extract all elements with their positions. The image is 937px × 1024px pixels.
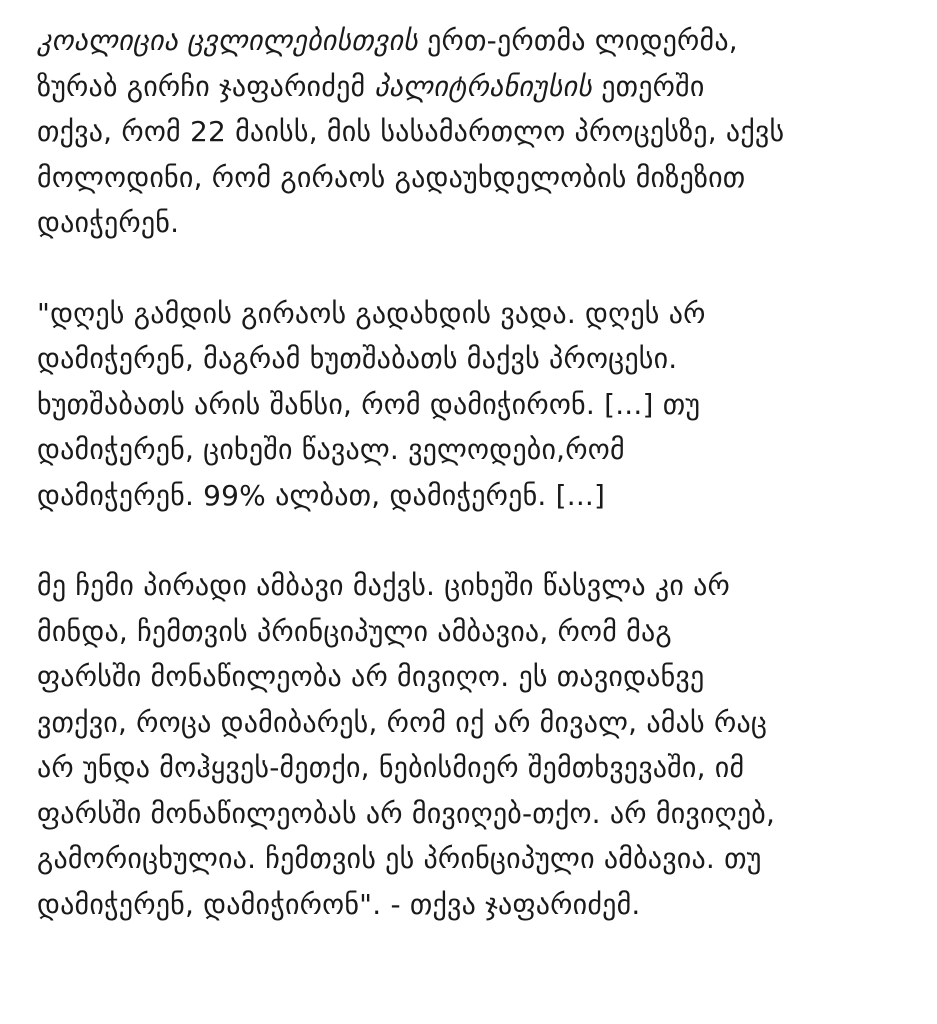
quote-paragraph: [37, 563, 917, 927]
text-line: დამიჭერენ, დამიჭირონ". - თქვა ჯაფარიძემ.: [37, 887, 641, 921]
party-name-italic: კოალიცია ცვლილებისთვის: [37, 24, 419, 57]
text-line: თქვა, რომ 22 მაისს, მის სასამართლო პროცესზე, აქვს: [37, 115, 785, 148]
quote-paragraph: [37, 291, 917, 519]
text-line: ხუთშაბათს არის შანსი, რომ დამიჭირონ. [...] თუ: [37, 387, 701, 421]
text-segment: ზურაბ გირჩი ჯაფარიძემ: [37, 69, 375, 103]
text-segment: ერთ-ერთმა ლიდერმა,: [418, 24, 738, 57]
text-line: მინდა, ჩემთვის პრინციპული ამბავია, რომ მაგ: [37, 614, 672, 648]
article-paragraph: [37, 18, 917, 246]
text-line: ფარსში მონაწილეობა არ მივიღო. ეს თავიდანვე: [37, 660, 705, 693]
text-line: მოლოდინი, რომ გირაოს გადაუხდელობის მიზეზით: [37, 160, 746, 194]
article-body: [37, 18, 917, 927]
text-line: დამიჭერენ, მაგრამ ხუთშაბათს მაქვს პროცესი.: [37, 342, 678, 375]
text-line: დამიჭერენ. 99% ალბათ, დამიჭერენ. [...]: [37, 478, 606, 512]
text-line: [37, 18, 917, 64]
text-line: ვთქვი, როცა დამიბარეს, რომ იქ არ მივალ, ამას რაც: [37, 705, 768, 739]
text-line: "დღეს გამდის გირაოს გადახდის ვადა. დღეს არ: [37, 296, 706, 330]
text-segment: ეთერში: [592, 69, 705, 103]
text-line: გამორიცხულია. ჩემთვის ეს პრინციპული ამბავია. თუ: [37, 842, 762, 875]
text-line: [37, 64, 917, 110]
text-line: ფარსში მონაწილეობას არ მივიღებ-თქო. არ მივიღებ,: [37, 796, 776, 830]
text-line: დაიჭერენ.: [37, 206, 180, 239]
media-name-italic: პალიტრანიუსის: [374, 69, 593, 103]
text-line: არ უნდა მოჰყვეს-მეთქი, ნებისმიერ შემთხვევაში, იმ: [37, 751, 745, 784]
text-line: დამიჭერენ, ციხეში წავალ. ველოდები,რომ: [37, 433, 625, 466]
text-line: მე ჩემი პირადი ამბავი მაქვს. ციხეში წასვლა კი არ: [37, 569, 731, 602]
